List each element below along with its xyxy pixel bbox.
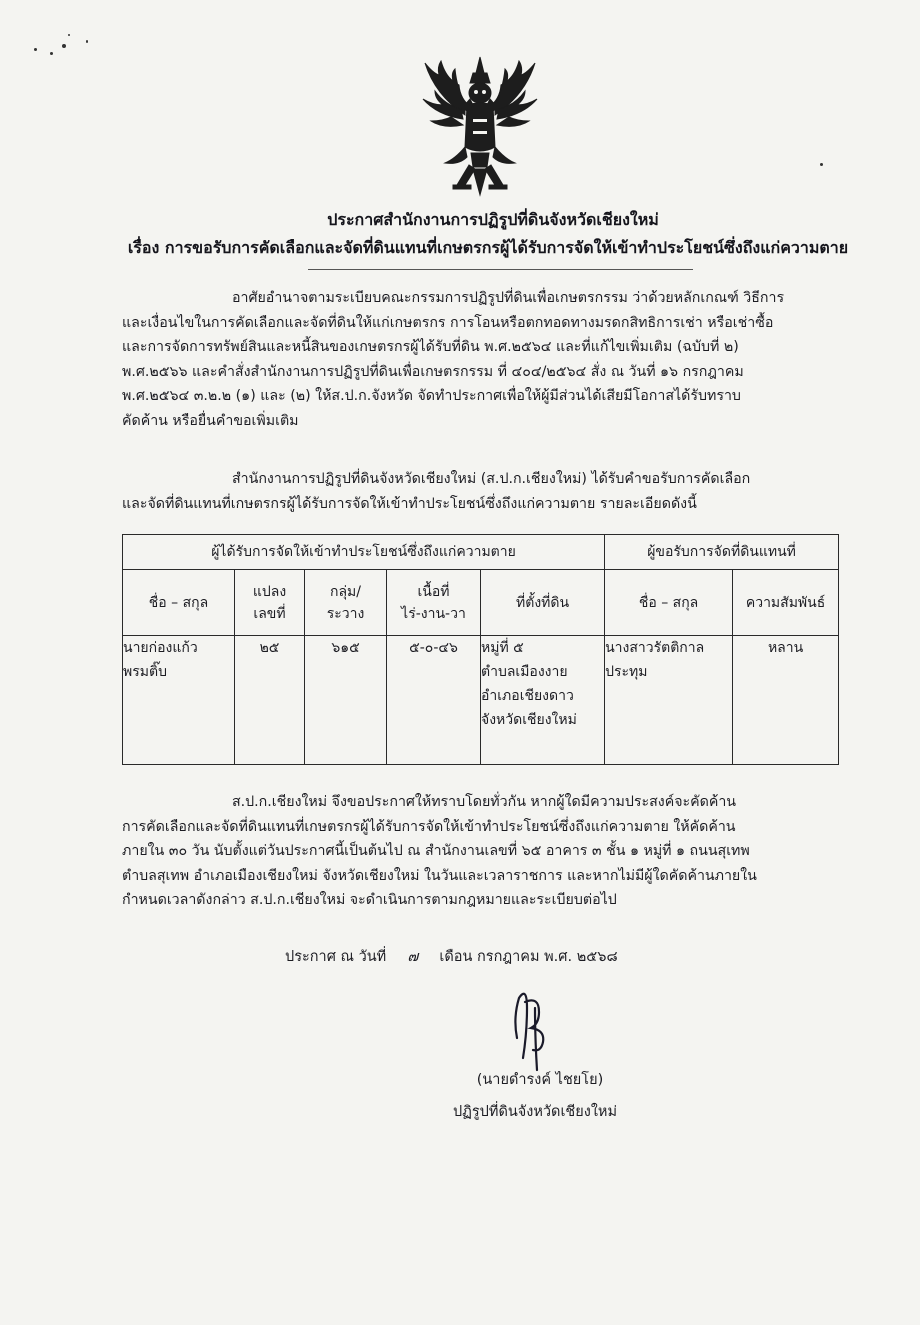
- scan-speck: [34, 48, 37, 51]
- text-line: คัดค้าน หรือยื่นคำขอเพิ่มเติม: [122, 412, 299, 429]
- announcement-title: ประกาศสำนักงานการปฏิรูปที่ดินจังหวัดเชียงใหม่: [327, 210, 659, 229]
- text-line: และจัดที่ดินแทนที่เกษตรกรผู้ได้รับการจัดให้เข้าทำประโยชน์ซึ่งถึงแก่ความตาย รายละเอียดดังนี้: [122, 495, 697, 512]
- text-line: ส.ป.ก.เชียงใหม่ จึงขอประกาศให้ทราบโดยทั่วกัน หากผู้ใดมีความประสงค์จะคัดค้าน: [232, 794, 737, 810]
- announce-day: ๗: [407, 949, 419, 965]
- col-group-sheet: กลุ่ม/ ระวาง: [305, 570, 387, 636]
- group-header-deceased: ผู้ได้รับการจัดให้เข้าทำประโยชน์ซึ่งถึงแก่ความตาย: [123, 535, 605, 570]
- cell-relationship: หลาน: [733, 636, 839, 765]
- announce-prefix: ประกาศ ณ วันที่: [285, 949, 387, 965]
- col-deceased-name: ชื่อ – สกุล: [123, 570, 235, 636]
- cell-area: ๕-๐-๔๖: [387, 636, 481, 765]
- text-line: กำหนดเวลาดังกล่าว ส.ป.ก.เชียงใหม่ จะดำเนินการตามกฎหมายและระเบียบต่อไป: [122, 892, 617, 909]
- text-line: ตำบลสุเทพ อำเภอเมืองเชียงใหม่ จังหวัดเชียงใหม่ ในวันและเวลาราชการ และหากไม่มีผู้ใดคัดค้านภายใน: [122, 867, 757, 884]
- text-line: และเงื่อนไขในการคัดเลือกและจัดที่ดินให้แก่เกษตรกร การโอนหรือตกทอดทางมรดกสิทธิการเช่า หรือเช่าซื้อ: [122, 314, 774, 331]
- announce-date: [285, 945, 618, 968]
- cell-group-sheet: ๖๑๕: [305, 636, 387, 765]
- title-underline: [308, 269, 693, 270]
- text-line: ภายใน ๓๐ วัน นับตั้งแต่วันประกาศนี้เป็นต้นไป ณ สำนักงานเลขที่ ๖๕ อาคาร ๓ ชั้น ๑ หมู่ที่ ๑ ถนนสุเทพ: [122, 843, 750, 860]
- scan-speck: [86, 40, 88, 43]
- handwritten-signature: [505, 978, 565, 1073]
- text-line: พ.ศ.๒๕๖๖ และคำสั่งสำนักงานการปฏิรูปที่ดินเพื่อเกษตรกรรม ที่ ๔๐๔/๒๕๖๔ สั่ง ณ วันที่ ๑๖ กรกฎาคม: [122, 363, 744, 380]
- col-location: ที่ตั้งที่ดิน: [481, 570, 605, 636]
- text-line: สำนักงานการปฏิรูปที่ดินจังหวัดเชียงใหม่ (ส.ป.ก.เชียงใหม่) ได้รับคำขอรับการคัดเลือก: [232, 471, 751, 487]
- text-line: พ.ศ.๒๕๖๔ ๓.๒.๒ (๑) และ (๒) ให้ส.ป.ก.จังหวัด จัดทำประกาศเพื่อให้ผู้มีส่วนได้เสียมีโอกาสได้รับทราบ: [122, 388, 741, 405]
- text-line: อาศัยอำนาจตามระเบียบคณะกรรมการปฏิรูปที่ดินเพื่อเกษตรกรรม ว่าด้วยหลักเกณฑ์ วิธีการ: [232, 290, 785, 306]
- garuda-emblem-icon: [415, 55, 545, 200]
- signer-position: ปฏิรูปที่ดินจังหวัดเชียงใหม่: [452, 1104, 618, 1120]
- text-line: และการจัดการทรัพย์สินและหนี้สินของเกษตรกรผู้ได้รับที่ดิน พ.ศ.๒๕๖๔ และที่แก้ไขเพิ่มเติม (ฉบับที่ ๒): [122, 339, 739, 356]
- col-plot-no: แปลง เลขที่: [235, 570, 305, 636]
- details-table: [122, 534, 839, 765]
- group-header-applicant: ผู้ขอรับการจัดที่ดินแทนที่: [605, 535, 839, 570]
- col-area: เนื้อที่ ไร่-งาน-วา: [387, 570, 481, 636]
- announcement-subject: เรื่อง การขอรับการคัดเลือกและจัดที่ดินแทนที่เกษตรกรผู้ได้รับการจัดให้เข้าทำประโยชน์ซึ่งถึงแก่ความตาย: [127, 238, 849, 257]
- table-row: [123, 636, 839, 765]
- signer-name: (นายดำรงค์ ไชยโย): [476, 1072, 604, 1088]
- cell-deceased-name: นายก่องแก้ว พรมติ๊บ: [123, 636, 235, 765]
- scan-speck: [68, 34, 70, 36]
- scan-speck: [62, 44, 66, 48]
- announce-month-year: เดือน กรกฎาคม พ.ศ. ๒๕๖๘: [439, 949, 618, 965]
- cell-applicant-name: นางสาวรัตติกาล ประทุม: [605, 636, 733, 765]
- column-header-row: [123, 570, 839, 636]
- scan-speck: [50, 52, 53, 55]
- col-applicant-name: ชื่อ – สกุล: [605, 570, 733, 636]
- scan-speck: [820, 163, 823, 166]
- paragraph-request: [122, 467, 837, 516]
- cell-location: หมู่ที่ ๕ ตำบลเมืองงาย อำเภอเชียงดาว จังหวัดเชียงใหม่: [481, 636, 605, 765]
- col-relationship: ความสัมพันธ์: [733, 570, 839, 636]
- paragraph-objection: [122, 790, 837, 913]
- text-line: การคัดเลือกและจัดที่ดินแทนที่เกษตรกรผู้ได้รับการจัดให้เข้าทำประโยชน์ซึ่งถึงแก่ความตาย ให้คัดค้าน: [122, 818, 736, 835]
- paragraph-authority: [122, 286, 837, 434]
- cell-plot-no: ๒๕: [235, 636, 305, 765]
